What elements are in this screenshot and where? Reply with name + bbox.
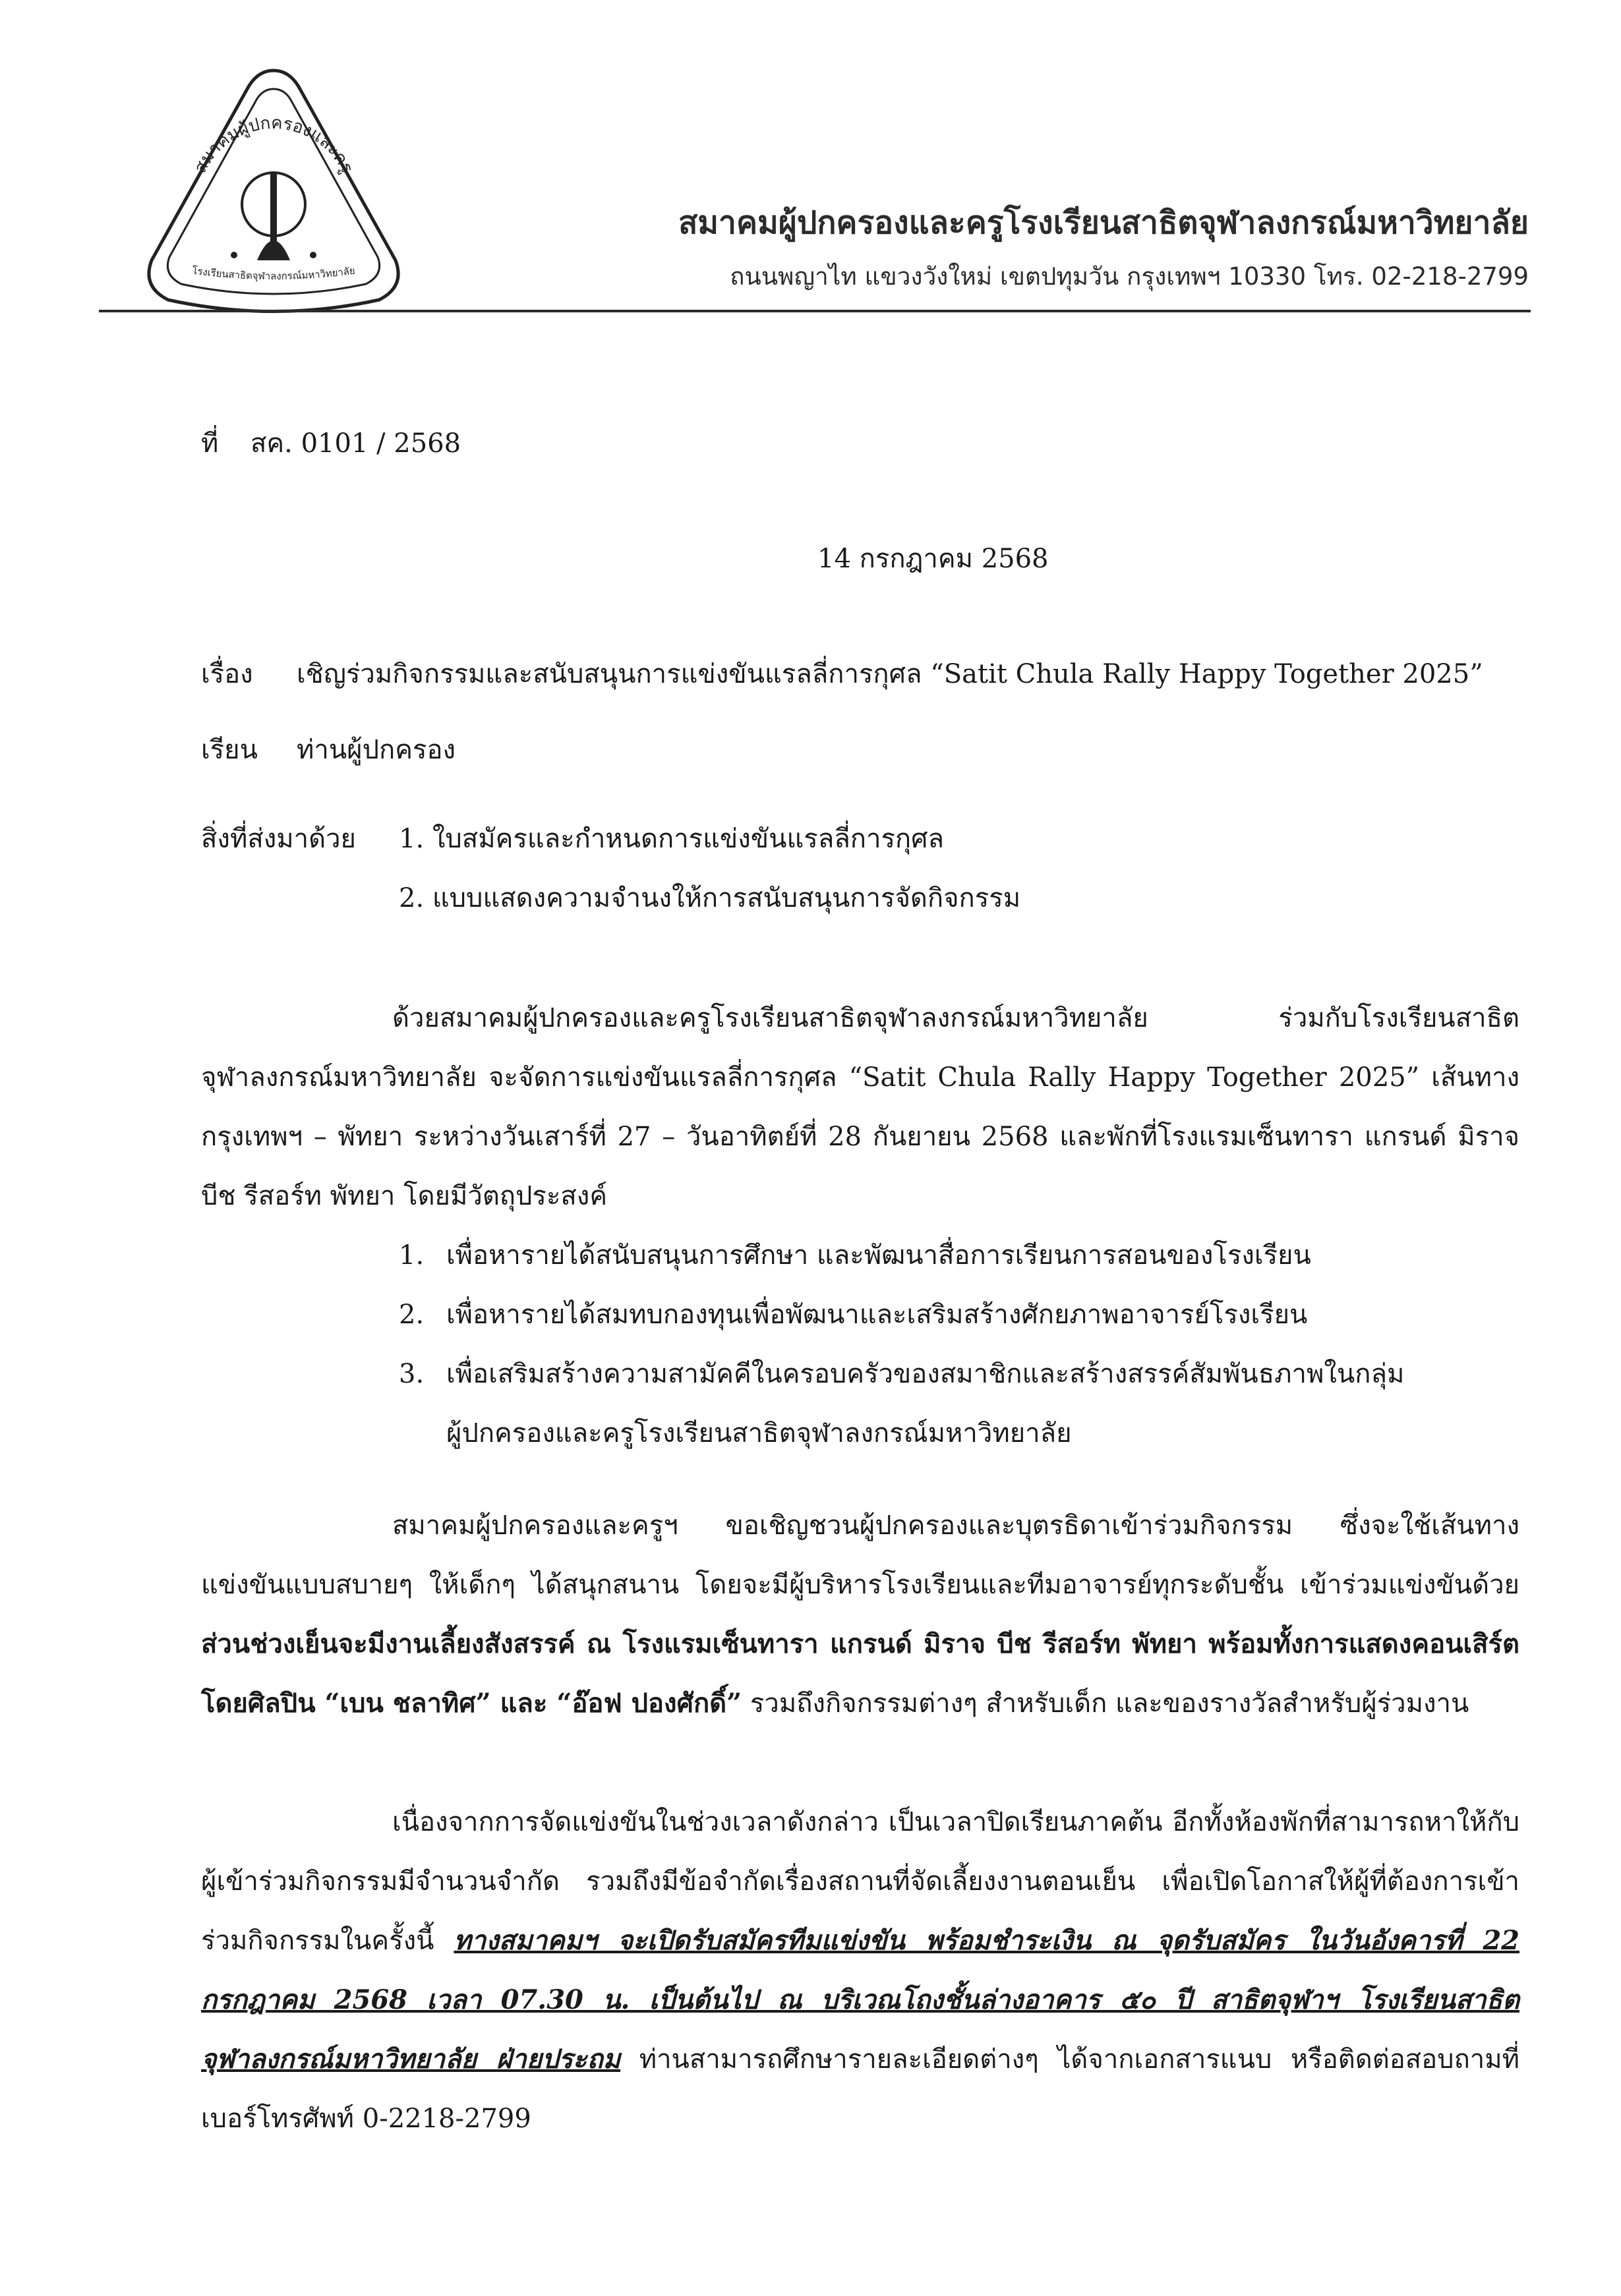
list-item [399,1285,1519,1344]
salutation-line [201,728,456,770]
objective-number: 1. [399,1240,425,1271]
objective-continuation: ผู้ปกครองและครูโรงเรียนสาธิตจุฬาลงกรณ์มหาวิทยาลัย [446,1418,1072,1449]
enclosure-item: 1. ใบสมัครและกำหนดการแข่งขันแรลลี่การกุศล [399,824,945,854]
association-logo [135,63,412,326]
org-address: ถนนพญาไท แขวงวังใหม่ เขตปทุมวัน กรุงเทพฯ 10330 โทร. 02-218-2799 [730,262,1529,291]
enclosure-item: 2. แบบแสดงความจำนงให้การสนับสนุนการจัดกิจกรรม [399,883,1021,913]
objectives-list [399,1226,1519,1463]
objective-text: เพื่อหารายได้สมทบกองทุนเพื่อพัฒนาและเสริมสร้างศักยภาพอาจารย์โรงเรียน [446,1300,1308,1330]
to-label: เรียน [201,735,258,765]
para3-text-end: ท่านสามารถศึกษารายละเอียดต่างๆ ได้จากเอกสารแนบ หรือติดต่อสอบถามที่เบอร์โทรศัพท์ 0-2218-2799 [201,2044,1519,2134]
objective-text: เพื่อเสริมสร้างความสามัคคีในครอบครัวของสมาชิกและสร้างสรรค์สัมพันธภาพในกลุ่ม [446,1359,1405,1389]
ref-value: สค. 0101 / 2568 [251,428,461,459]
letter-date: 14 กรกฎาคม 2568 [817,544,1049,574]
para3-text: เนื่องจากการจัดแข่งขันในช่วงเวลาดังกล่าว เป็นเวลาปิดเรียนภาคต้น อีกทั้งห้องพักที่สามารถหาให้กับผู้เข้าร่วมกิจกรรมมีจำนวนจำกัด รวมถึงมีข้อจำกัดเรื่องสถานที่จัดเลี้ยงงานตอนเย็น เพื่อเปิดโอกาสให้ผู้ที่ต้องการเข้าร่วมกิจกรรมในครั้งนี้ [201,1807,1519,1956]
reference-line [201,422,461,464]
header-divider [99,310,1531,312]
svg-text:โรงเรียนสาธิตจุฬาลงกรณ์มหาวิทย [191,264,355,282]
body-paragraph-1: ด้วยสมาคมผู้ปกครองและครูโรงเรียนสาธิตจุฬาลงกรณ์มหาวิทยาลัย ร่วมกับโรงเรียนสาธิตจุฬาลงกรณ์มหาวิทยาลัย จะจัดการแข่งขันแรลลี่การกุศล “Satit Chula Rally Happy Together 2025” เส้นทางกรุงเทพฯ – พัทยา ระหว่างวันเสาร์ที่ 27 – วันอาทิตย์ที่ 28 กันยายน 2568 และพักที่โรงแรมเซ็นทารา แกรนด์ มิราจ บีช รีสอร์ท พัทยา โดยมีวัตถุประสงค์ [201,1003,1519,1211]
para2-text: สมาคมผู้ปกครองและครูฯ ขอเชิญชวนผู้ปกครองและบุตรธิดาเข้าร่วมกิจกรรม ซึ่งจะใช้เส้นทางแข่งขันแบบสบายๆ ให้เด็กๆ ได้สนุกสนาน โดยจะมีผู้บริหารโรงเรียนและทีมอาจารย์ทุกระดับชั้น เข้าร่วมแข่งขันด้วย [201,1510,1519,1600]
ref-label: ที่ [201,428,219,459]
svg-text:สมาคมผู้ปกครองและครู [191,113,357,177]
subject-label: เรื่อง [201,659,253,689]
org-name: สมาคมผู้ปกครองและครูโรงเรียนสาธิตจุฬาลงกรณ์มหาวิทยาลัย [678,204,1529,241]
para3-underlined-text: ทางสมาคมฯ จะเปิดรับสมัครทีมแข่งขัน พร้อมชำระเงิน ณ จุดรับสมัคร ในวันอังคารที่ 22 กรกฎาคม 2568 เวลา 07.30 น. เป็นต้นไป ณ บริเวณโถงชั้นล่างอาคาร ๕๐ ปี สาธิตจุฬาฯ โรงเรียนสาธิตจุฬาลงกรณ์มหาวิทยาลัย ฝ่ายประถม [201,1925,1519,2075]
body-paragraph-2 [201,1496,1519,1793]
para2-text-end: รวมถึงกิจกรรมต่างๆ สำหรับเด็ก และของรางวัลสำหรับผู้ร่วมงาน [750,1688,1469,1719]
logo-text-bottom: โรงเรียนสาธิตจุฬาลงกรณ์มหาวิทยาลัย [191,264,356,283]
subject-value: เชิญร่วมกิจกรรมและสนับสนุนการแข่งขันแรลลี่การกุศล “Satit Chula Rally Happy Together 2025” [297,659,1483,689]
para2-bold-text: ส่วนช่วงเย็นจะมีงานเลี้ยงสังสรรค์ ณ โรงแรมเซ็นทารา แกรนด์ มิราจ บีช รีสอร์ท พัทยา พร้อมทั้งการแสดงคอนเสิร์ต โดยศิลปิน “เบน ชลาทิศ” และ “อ๊อฟ ปองศักดิ์” [201,1628,1519,1719]
to-value: ท่านผู้ปกครอง [297,735,456,765]
body-paragraph-3 [201,1793,1519,2148]
objective-number: 3. [399,1359,425,1389]
list-item [399,1344,1519,1404]
logo-text-top: สมาคมผู้ปกครองและครู [190,113,357,177]
objective-text: เพื่อหารายได้สนับสนุนการศึกษา และพัฒนาสื่อการเรียนการสอนของโรงเรียน [446,1240,1311,1271]
objective-number: 2. [399,1300,425,1330]
list-item [399,1226,1519,1285]
enclosure-label: สิ่งที่ส่งมาด้วย [201,824,356,854]
subject-line [201,652,1483,695]
